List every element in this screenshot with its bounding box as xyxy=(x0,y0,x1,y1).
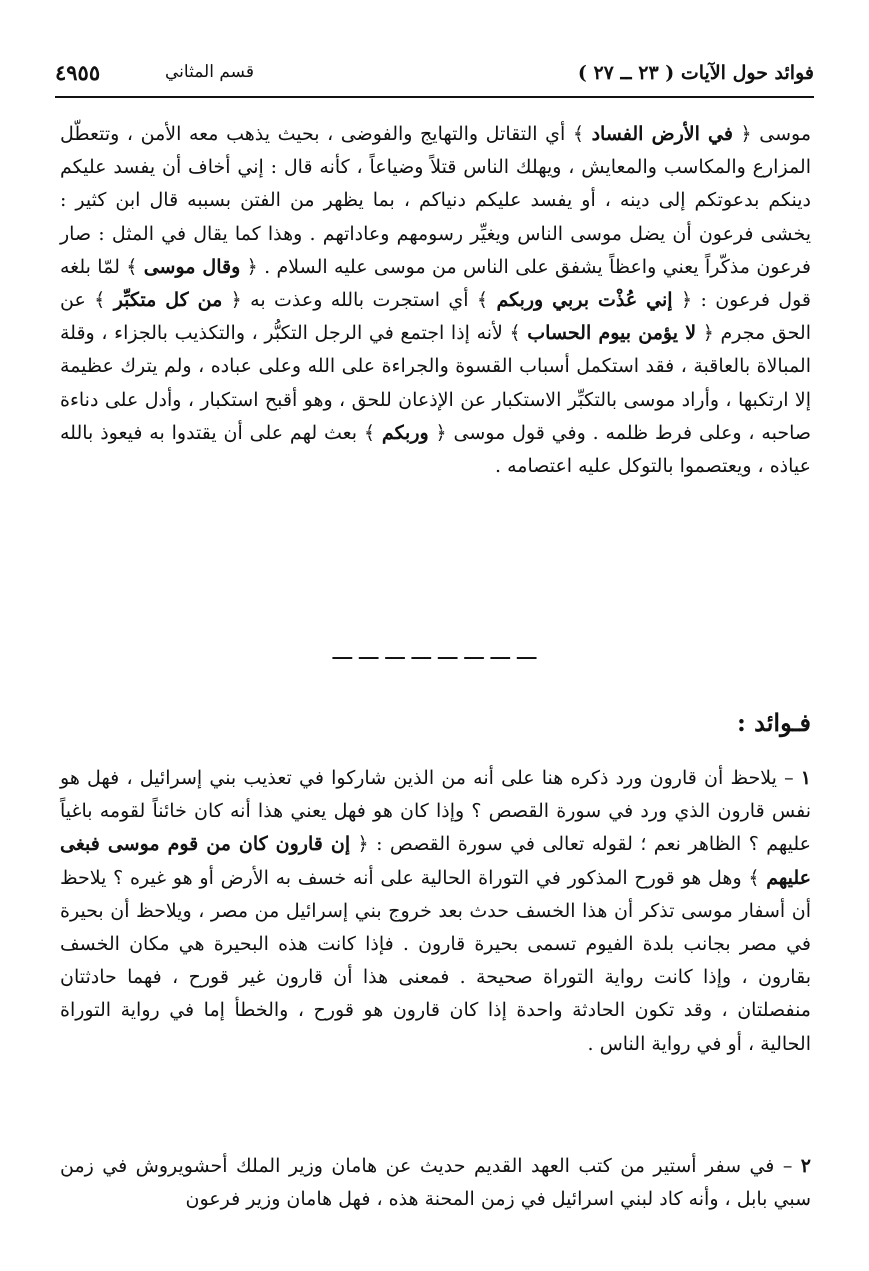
quran-quote: وقال موسى xyxy=(143,255,241,278)
section-separator: ـــ ـــ ـــ ـــ ـــ ـــ ـــ ـــ xyxy=(332,640,537,665)
section-label: قسم المثاني xyxy=(165,62,254,82)
quran-quote: إن قارون كان من قوم موسى فبغى عليهم xyxy=(60,833,811,889)
benefits-heading: فـوائد : xyxy=(736,708,811,737)
quran-quote: وربكم xyxy=(381,421,429,444)
commentary-paragraph xyxy=(60,118,811,483)
benefit-item-1 xyxy=(60,762,811,1061)
text-segment: موسى ﴿ xyxy=(732,123,811,145)
text-segment: ﴾ لمّا بلغه قول فرعون : ﴿ xyxy=(60,255,811,312)
text-segment: – في سفر أستير من كتب العهد القديم حديث عن هامان وزير الملك أحشويروش في زمن سبي بابل ، وأنه كاد لبني اسرائيل في زمن المحنة هذه ، فهل هامان وزير فرعون xyxy=(60,1155,811,1211)
text-segment: ﴾ بعث لهم على أن يقتدوا به فيعوذ بالله عياذه ، ويعتصموا بالتوكل عليه اعتصامه . xyxy=(60,421,811,478)
benefit-item-2 xyxy=(60,1150,811,1216)
quran-quote: لا يؤمن بيوم الحساب xyxy=(527,322,697,345)
header-rule xyxy=(55,96,814,98)
item-number: ٢ xyxy=(800,1155,811,1177)
text-segment: ﴾ أي التقاتل والتهايج والفوضى ، بحيث يذهب معه الأمن ، وتتعطّل المزارع والمكاسب والمعايش ، ويهلك الناس قتلاً وضياعاً ، كأنه قال : إني أخاف أن يفسد عليكم دينكم بدعوتكم إلى دينه ، أو يفسد عليكم دنياكم ، بما يظهر من الفتن بسببه قال ابن كثير : يخشى فرعون أن يضل موسى الناس ويغيِّر رسومهم وعاداتهم . وهذا كما يقال في المثل : صار فرعون مذكّراً يعني واعظاً يشفق على الناس من موسى عليه السلام . ﴿ xyxy=(60,123,811,278)
text-segment: ﴾ وهل هو قورح المذكور في التوراة الحالية على أنه خسف به الأرض أو هو غيره ؟ يلاحظ أن أسفار موسى تذكر أن هذا الخسف حدث بعد خروج بني إسرائيل من مصر ، ويلاحظ أن بحيرة في مصر بجانب بلدة الفيوم تسمى بحيرة قارون . فإذا كانت هذه البحيرة هي مكان الخسف بقارون ، وإذا كانت رواية التوراة صحيحة . فمعنى هذا أن قارون غير قورح ، فهما حادثتان منفصلتان ، وقد تكون الحادثة واحدة إذا كان قارون هو قورح ، والخطأ إما في رواية التوراة الحالية ، أو في رواية الناس . xyxy=(60,866,811,1055)
quran-quote: من كل متكبِّر xyxy=(113,289,223,312)
page-header xyxy=(55,56,814,96)
running-title: فوائد حول الآيات ( ٢٣ ــ ٢٧ ) xyxy=(577,62,814,84)
text-segment: ﴾ لأنه إذا اجتمع في الرجل التكبُّر ، والتكذيب بالجزاء ، وقلة المبالاة بالعاقبة ، فقد استكمل أسباب القسوة والجراءة على الله وعلى عباده ، ولم يترك عظيمة إلا ارتكبها ، وأراد موسى بالتكبِّر الاستكبار عن الإذعان للحق ، وهو أقبح استكبار ، وأدل على دناءة صاحبه ، وعلى فرط ظلمه . وفي قول موسى ﴿ xyxy=(60,322,811,444)
text-segment: – يلاحظ أن قارون ورد ذكره هنا على أنه من الذين شاركوا في تعذيب بني إسرائيل ، فهل هو نفس قارون الذي ورد في سورة القصص ؟ وإذا كان هو فهل يعني هذا أنه كان خائناً لقومه باغياً عليهم ؟ الظاهر نعم ؛ لقوله تعالى في سورة القصص : ﴿ xyxy=(60,767,811,856)
quran-quote: إني عُذْت بربي وربكم xyxy=(496,289,673,312)
item-number: ١ xyxy=(800,767,811,789)
text-segment: ﴾ أي استجرت بالله وعذت به ﴿ xyxy=(222,289,497,312)
quran-quote: في الأرض الفساد xyxy=(591,123,733,145)
text-segment: ﴾ عن الحق مجرم ﴿ xyxy=(60,289,811,345)
page-number: ٤٩٥٥ xyxy=(55,60,101,85)
